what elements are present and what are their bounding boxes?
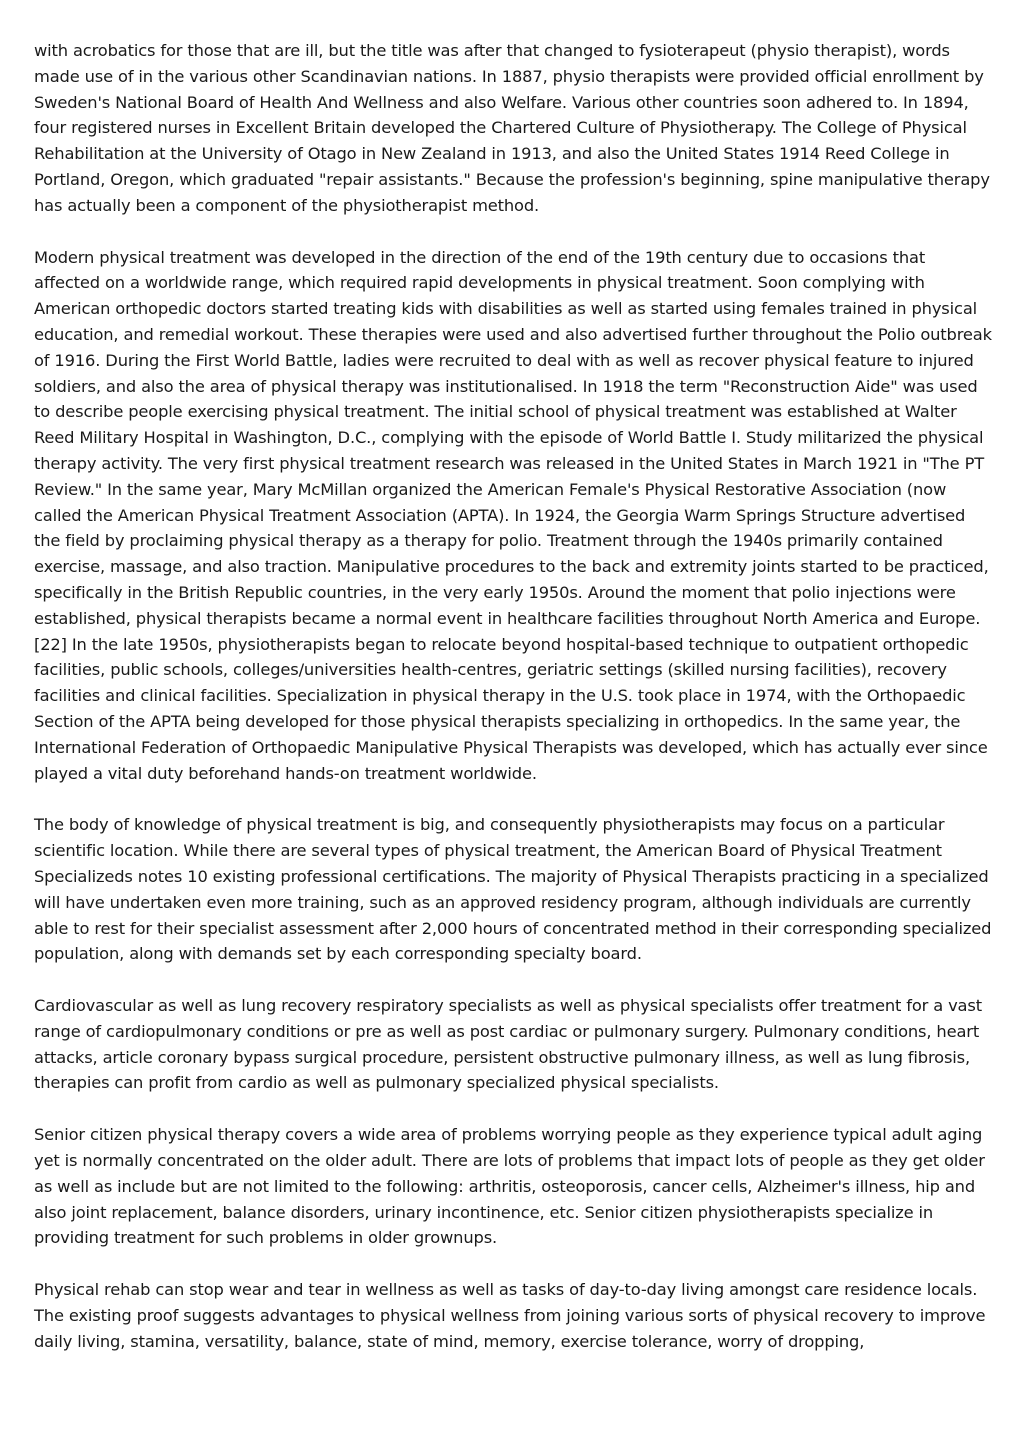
paragraph-geriatric: Senior citizen physical therapy covers a wide area of problems worrying people as they experience typical adult aging yet is normally concentrated on the older adult. There are lots of problems that impact lots of people as they get older as well as include but are not limited to the following: arthritis, osteoporosis, cancer cells, Alzheimer's illness, hip and also joint replacement, balance disorders, urinary incontinence, etc. Senior citizen physiotherapists specialize in providing treatment for such problems in older grownups.: [34, 1125, 985, 1248]
paragraph-care-residence: Physical rehab can stop wear and tear in wellness as well as tasks of day-to-day living amongst care residence locals. The existing proof suggests advantages to physical wellness from joining various sorts of physical recovery to improve daily living, stamina, versatility, balance, state of mind, memory, exercise tolerance, worry of dropping,: [34, 1280, 986, 1351]
document-body: [34, 38, 994, 1381]
paragraph-specializations: The body of knowledge of physical treatment is big, and consequently physiotherapists may focus on a particular scientific location. While there are several types of physical treatment, the American Board of Physical Treatment Specializeds notes 10 existing professional certifications. The majority of Physical Therapists practicing in a specialized will have undertaken even more training, such as an approved residency program, although individuals are currently able to rest for their specialist assessment after 2,000 hours of concentrated method in their corresponding specialized population, along with demands set by each corresponding specialty board.: [34, 815, 992, 964]
paragraph-cardiopulmonary: Cardiovascular as well as lung recovery respiratory specialists as well as physical specialists offer treatment for a vast range of cardiopulmonary conditions or pre as well as post cardiac or pulmonary surgery. Pulmonary conditions, heart attacks, article coronary bypass surgical procedure, persistent obstructive pulmonary illness, as well as lung fibrosis, therapies can profit from cardio as well as pulmonary specialized physical specialists.: [34, 996, 982, 1093]
paragraph-modern-physical-treatment: Modern physical treatment was developed in the direction of the end of the 19th century due to occasions that affected on a worldwide range, which required rapid developments in physical treatment. Soon complying with American orthopedic doctors started treating kids with disabilities as well as started using females trained in physical education, and remedial workout. These therapies were used and also advertised further throughout the Polio outbreak of 1916. During the First World Battle, ladies were recruited to deal with as well as recover physical feature to injured soldiers, and also the area of physical therapy was institutionalised. In 1918 the term "Reconstruction Aide" was used to describe people exercising physical treatment. The initial school of physical treatment was established at Walter Reed Military Hospital in Washington, D.C., complying with the episode of World Battle I. Study militarized the physical therapy activity. The very first physical treatment research was released in the United States in March 1921 in "The PT Review." In the same year, Mary McMillan organized the American Female's Physical Restorative Association (now called the American Physical Treatment Association (APTA). In 1924, the Georgia Warm Springs Structure advertised the field by proclaiming physical therapy as a therapy for polio. Treatment through the 1940s primarily contained exercise, massage, and also traction. Manipulative procedures to the back and extremity joints started to be practiced, specifically in the British Republic countries, in the very early 1950s. Around the moment that polio injections were established, physical therapists became a normal event in healthcare facilities throughout North America and Europe. [22] In the late 1950s, physiotherapists began to relocate beyond hospital-based technique to outpatient orthopedic facilities, public schools, colleges/universities health-centres, geriatric settings (skilled nursing facilities), recovery facilities and clinical facilities. Specialization in physical therapy in the U.S. took place in 1974, with the Orthopaedic Section of the APTA being developed for those physical therapists specializing in orthopedics. In the same year, the International Federation of Orthopaedic Manipulative Physical Therapists was developed, which has actually ever since played a vital duty beforehand hands-on treatment worldwide.: [34, 247, 992, 783]
paragraph-history-scandinavia: with acrobatics for those that are ill, but the title was after that changed to fysioterapeut (physio therapist), words made use of in the various other Scandinavian nations. In 1887, physio therapists were provided official enrollment by Sweden's National Board of Health And Wellness and also Welfare. Various other countries soon adhered to. In 1894, four registered nurses in Excellent Britain developed the Chartered Culture of Physiotherapy. The College of Physical Rehabilitation at the University of Otago in New Zealand in 1913, and also the United States 1914 Reed College in Portland, Oregon, which graduated "repair assistants." Because the profession's beginning, spine manipulative therapy has actually been a component of the physiotherapist method.: [34, 41, 990, 215]
